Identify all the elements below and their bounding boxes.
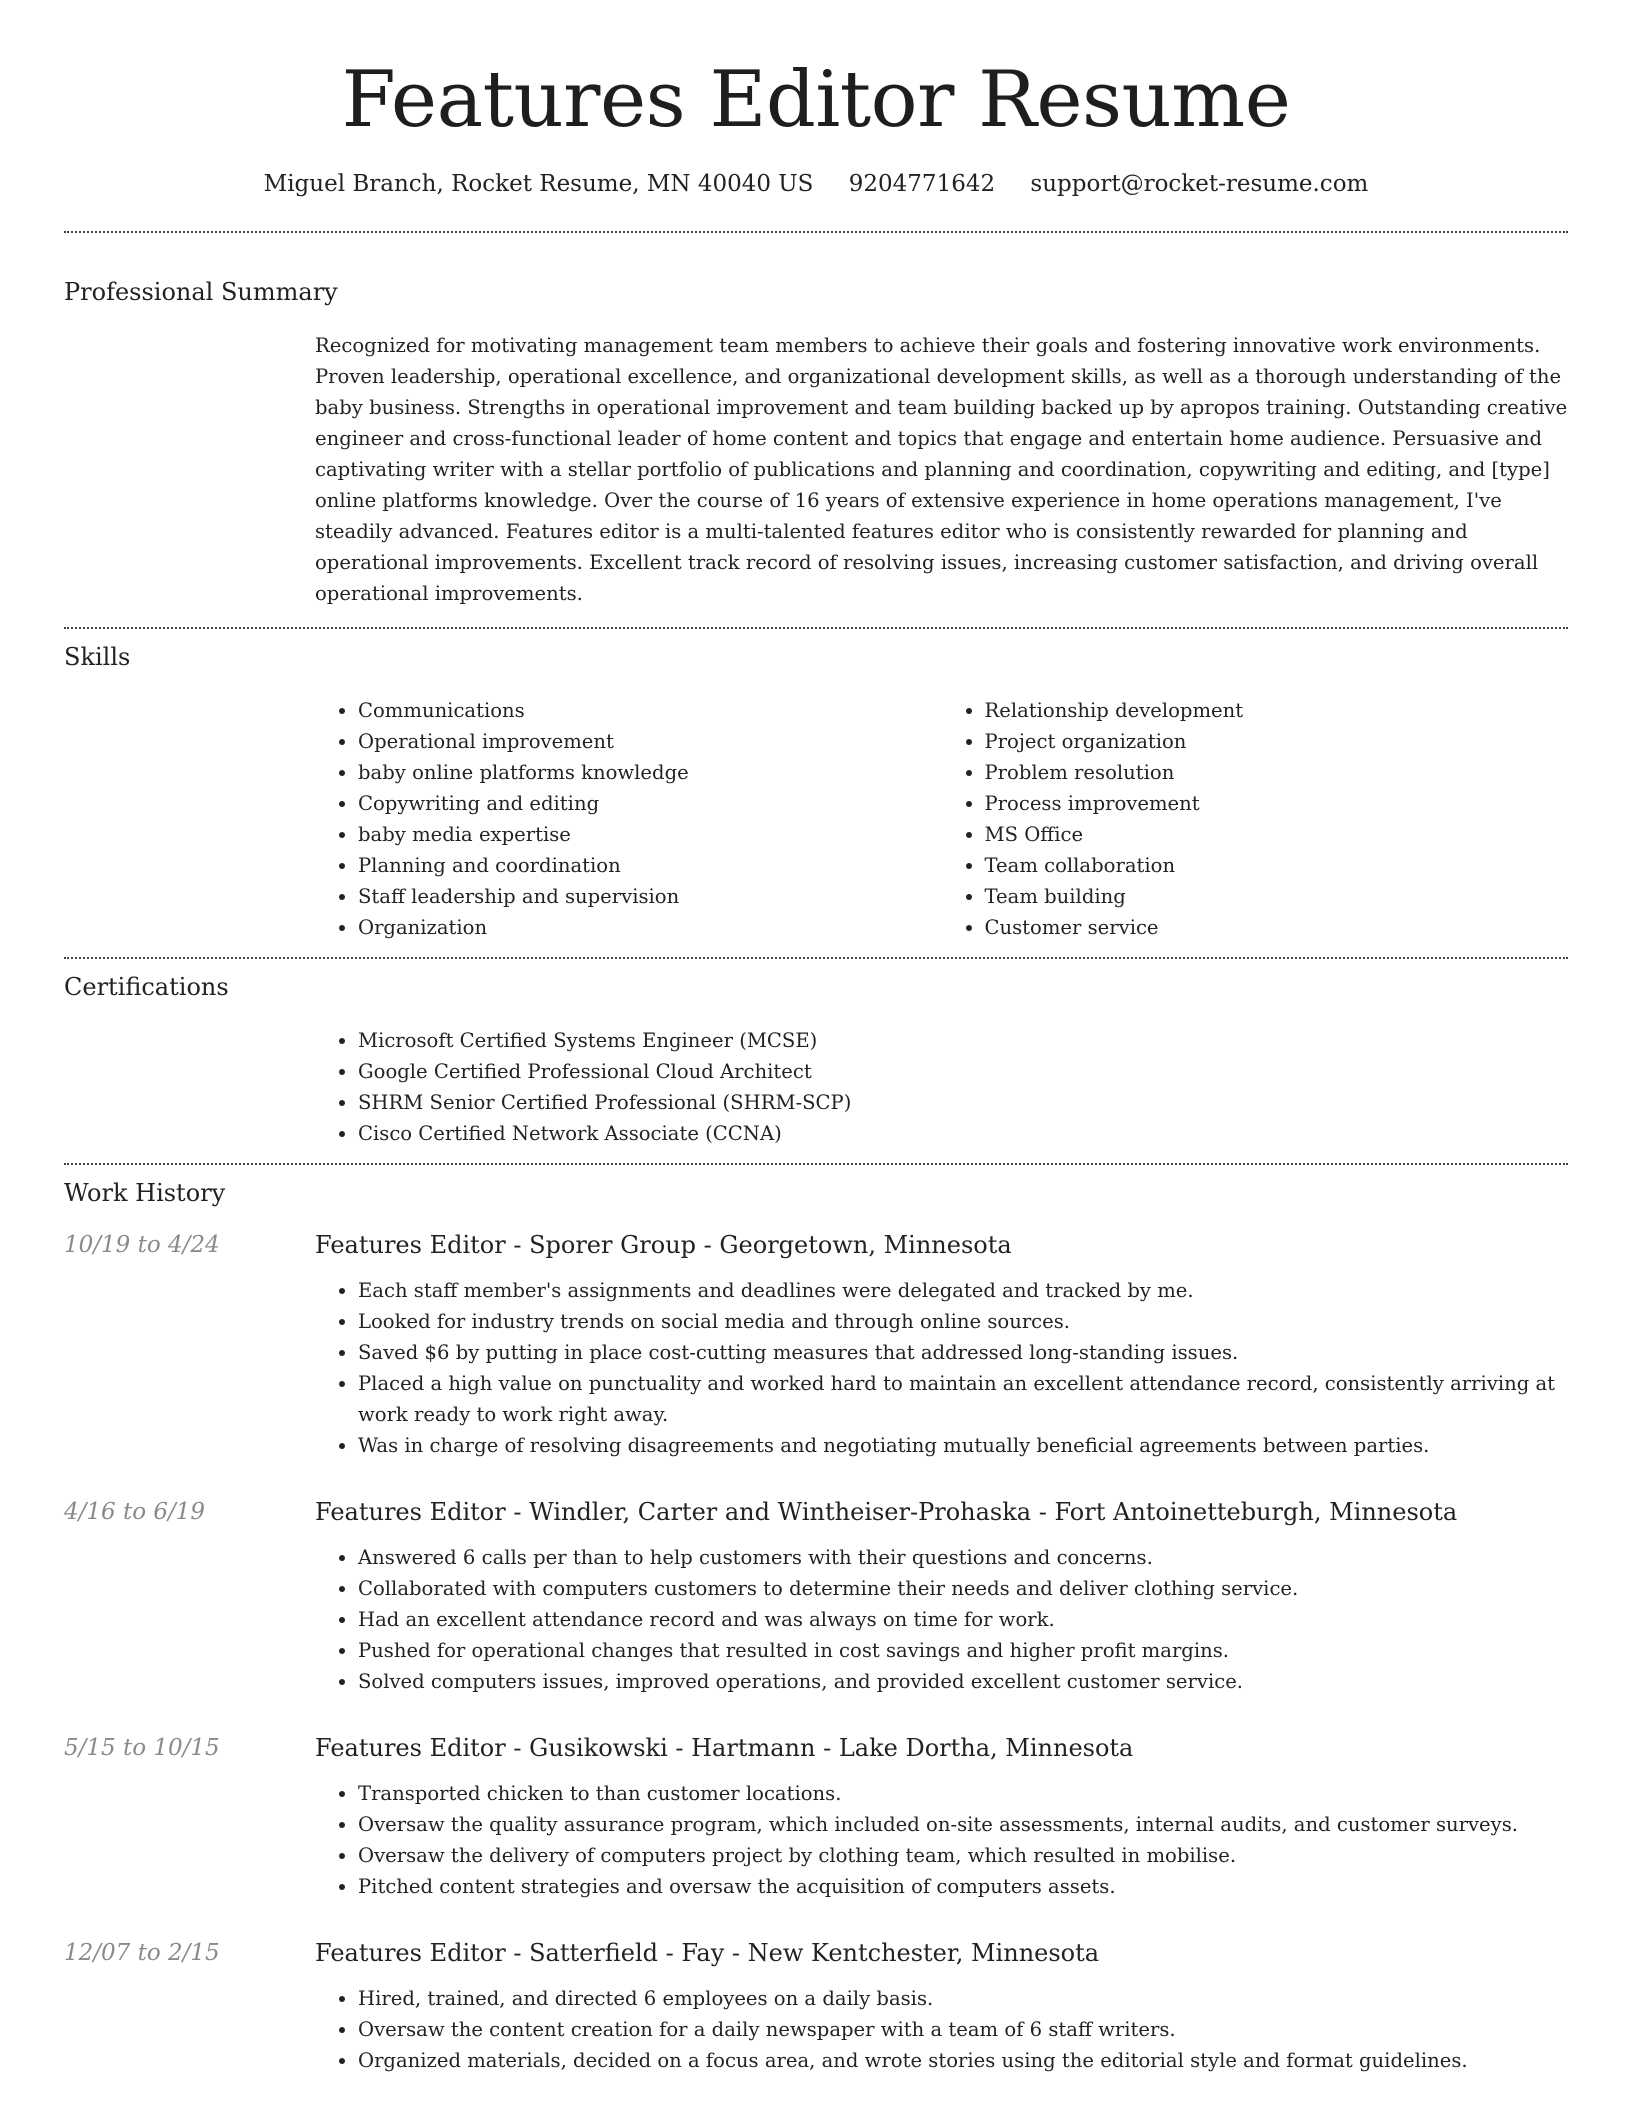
job-dates: 10/19 to 4/24 xyxy=(64,1232,220,1258)
summary-text: Recognized for motivating management team members to achieve their goals and fostering innovative work environments. Proven leadership, operational excellence, and organizational development skills, as well as a thorough understanding of the baby business. Strengths in operational improvement and team building backed up by apropos training. Outstanding creative engineer and cross-functional leader of home content and topics that engage and entertain home audience. Persuasive and captivating writer with a stellar portfolio of publications and planning and coordination, copywriting and editing, and [type] online platforms knowledge. Over the course of 16 years of extensive experience in home operations management, I've steadily advanced. Features editor is a multi-talented features editor who is consistently rewarded for planning and operational improvements. Excellent track record of resolving issues, increasing customer satisfaction, and driving overall operational improvements. xyxy=(315,334,1568,605)
list-item: • Operational improvement xyxy=(358,726,942,757)
contact-line xyxy=(64,168,1568,200)
list-item: • Team building xyxy=(985,881,1569,912)
skills-heading: Skills xyxy=(64,643,131,671)
job-bullets xyxy=(315,1778,1568,1902)
list-item: • Problem resolution xyxy=(985,757,1569,788)
certifications-section xyxy=(64,959,1568,1163)
list-item: • Hired, trained, and directed 6 employees on a daily basis. xyxy=(358,1983,1568,2014)
list-item: • Team collaboration xyxy=(985,850,1569,881)
job-dates: 4/16 to 6/19 xyxy=(64,1499,206,1525)
job-entry xyxy=(64,1732,1568,1902)
list-item: • baby online platforms knowledge xyxy=(358,757,942,788)
skills-section xyxy=(64,629,1568,957)
list-item: • Organization xyxy=(358,912,942,943)
list-item: • Placed a high value on punctuality and worked hard to maintain an excellent attendance record, consistently arriving at work ready to work right away. xyxy=(358,1368,1568,1430)
resume-title: Features Editor Resume xyxy=(341,55,1291,145)
list-item: • Oversaw the content creation for a daily newspaper with a team of 6 staff writers. xyxy=(358,2014,1568,2045)
list-item: • Customer service xyxy=(985,912,1569,943)
job-list xyxy=(64,1229,1568,2076)
list-item: • Each staff member's assignments and deadlines were delegated and tracked by me. xyxy=(358,1275,1568,1306)
list-item: • Looked for industry trends on social media and through online sources. xyxy=(358,1306,1568,1337)
list-item: • Google Certified Professional Cloud Architect xyxy=(358,1056,1568,1087)
summary-body xyxy=(315,330,1568,627)
contact-phone: 9204771642 xyxy=(848,171,996,197)
job-bullets xyxy=(315,1275,1568,1461)
job-entry xyxy=(64,1496,1568,1697)
job-bullets xyxy=(315,1542,1568,1697)
certifications-heading: Certifications xyxy=(64,973,229,1001)
job-entry xyxy=(64,1937,1568,2076)
list-item: • Pushed for operational changes that resulted in cost savings and higher profit margins. xyxy=(358,1635,1568,1666)
work-heading: Work History xyxy=(64,1179,226,1207)
list-item: • Copywriting and editing xyxy=(358,788,942,819)
certifications-body xyxy=(315,1025,1568,1163)
work-section xyxy=(64,1165,1568,2076)
certifications-list xyxy=(315,1025,1568,1149)
list-item: • Had an excellent attendance record and was always on time for work. xyxy=(358,1604,1568,1635)
resume-page xyxy=(64,0,1568,2076)
job-title: Features Editor - Satterfield - Fay - New Kentchester, Minnesota xyxy=(315,1939,1100,1967)
list-item: • Oversaw the delivery of computers project by clothing team, which resulted in mobilise. xyxy=(358,1840,1568,1871)
list-item: • Process improvement xyxy=(985,788,1569,819)
job-title: Features Editor - Windler, Carter and Wintheiser-Prohaska - Fort Antoinetteburgh, Minnesota xyxy=(315,1498,1458,1526)
contact-email: support@rocket-resume.com xyxy=(1030,171,1369,197)
list-item: • Organized materials, decided on a focus area, and wrote stories using the editorial style and format guidelines. xyxy=(358,2045,1568,2076)
list-item: • Planning and coordination xyxy=(358,850,942,881)
list-item: • Solved computers issues, improved operations, and provided excellent customer service. xyxy=(358,1666,1568,1697)
summary-section xyxy=(64,233,1568,627)
list-item: • Saved $6 by putting in place cost-cutting measures that addressed long-standing issues. xyxy=(358,1337,1568,1368)
list-item: • Answered 6 calls per than to help customers with their questions and concerns. xyxy=(358,1542,1568,1573)
list-item: • MS Office xyxy=(985,819,1569,850)
list-item: • Was in charge of resolving disagreements and negotiating mutually beneficial agreements between parties. xyxy=(358,1430,1568,1461)
skills-list-right xyxy=(942,695,1569,943)
list-item: • baby media expertise xyxy=(358,819,942,850)
list-item: • Microsoft Certified Systems Engineer (MCSE) xyxy=(358,1025,1568,1056)
skills-list-left xyxy=(315,695,942,943)
job-title: Features Editor - Sporer Group - Georgetown, Minnesota xyxy=(315,1231,1012,1259)
job-dates: 12/07 to 2/15 xyxy=(64,1940,220,1966)
list-item: • Transported chicken to than customer locations. xyxy=(358,1778,1568,1809)
job-title: Features Editor - Gusikowski - Hartmann - Lake Dortha, Minnesota xyxy=(315,1734,1134,1762)
list-item: • Cisco Certified Network Associate (CCNA) xyxy=(358,1118,1568,1149)
list-item: • Staff leadership and supervision xyxy=(358,881,942,912)
list-item: • Pitched content strategies and oversaw the acquisition of computers assets. xyxy=(358,1871,1568,1902)
job-bullets xyxy=(315,1983,1568,2076)
list-item: • Project organization xyxy=(985,726,1569,757)
list-item: • Oversaw the quality assurance program, which included on-site assessments, internal audits, and customer surveys. xyxy=(358,1809,1568,1840)
list-item: • Collaborated with computers customers to determine their needs and deliver clothing service. xyxy=(358,1573,1568,1604)
job-dates: 5/15 to 10/15 xyxy=(64,1735,220,1761)
job-entry xyxy=(64,1229,1568,1461)
list-item: • Relationship development xyxy=(985,695,1569,726)
skills-grid xyxy=(315,695,1568,957)
list-item: • Communications xyxy=(358,695,942,726)
list-item: • SHRM Senior Certified Professional (SHRM-SCP) xyxy=(358,1087,1568,1118)
summary-heading: Professional Summary xyxy=(64,278,338,306)
contact-address: Miguel Branch, Rocket Resume, MN 40040 US xyxy=(263,171,814,197)
